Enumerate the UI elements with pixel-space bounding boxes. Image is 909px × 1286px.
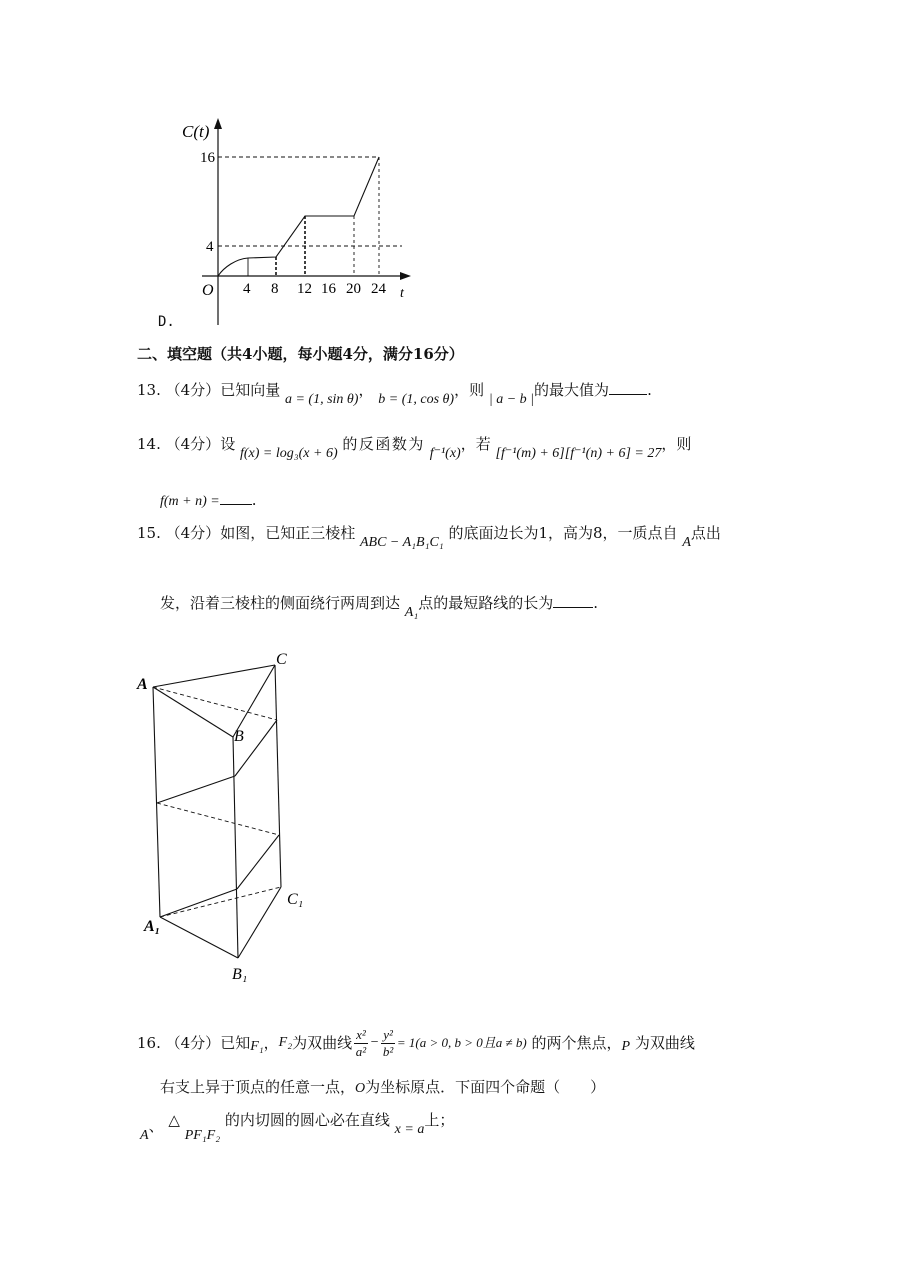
label-c1: C₁	[287, 891, 304, 908]
q16-point-p: P	[621, 1039, 631, 1054]
q13-points: （4分）	[165, 381, 221, 399]
x-tick-4: 4	[243, 281, 251, 297]
label-a: A	[137, 676, 148, 693]
q16-text3: 的两个焦点，	[531, 1034, 622, 1052]
y-axis-label: C(t)	[182, 122, 210, 141]
x-tick-8: 8	[271, 281, 279, 297]
label-b1: B₁	[232, 966, 248, 983]
q13-abs-expr: | a − b |	[488, 392, 535, 407]
question-16-line2	[160, 1077, 605, 1099]
q16-text4: 为双曲线	[634, 1034, 695, 1052]
question-15	[137, 523, 721, 550]
y-axis-arrow	[214, 118, 222, 129]
q13-number: 13.	[137, 381, 161, 399]
edge-b1c1	[238, 887, 281, 958]
q16-text1: 已知	[220, 1034, 251, 1052]
q16-text5: 右支上异于顶点的任意一点，	[160, 1078, 356, 1096]
q15-text2: 的底面边长为1，高为8，一质点自	[448, 524, 678, 542]
q14-number: 14.	[137, 435, 161, 453]
q14-text3: ，若	[460, 435, 491, 453]
x-axis-arrow	[400, 272, 411, 280]
edge-bc	[233, 665, 275, 737]
path-seg-6	[160, 889, 237, 917]
q14-function: f(x) = log₃(x + 6)	[239, 446, 338, 461]
q13-text: 已知向量	[220, 381, 281, 399]
label-c: C	[276, 651, 287, 668]
path-seg-5	[237, 835, 279, 889]
path-seg-3	[157, 776, 235, 803]
q16-option-a	[140, 1110, 455, 1143]
q16-rhs: = 1(a > 0, b > 0且a ≠ b)	[396, 1035, 527, 1050]
q14-answer-blank	[220, 490, 252, 505]
triangle-icon: △	[168, 1111, 180, 1129]
q16-opt-a-expr: PF₁F₂	[184, 1128, 221, 1143]
q16-f2: F₂	[278, 1035, 293, 1050]
q13-end: .	[647, 381, 652, 399]
edge-bb1	[233, 737, 238, 958]
label-b: B	[234, 728, 244, 745]
q16-fraction-x	[354, 1027, 368, 1060]
q15-points: （4分）	[165, 524, 221, 542]
q15-point-a1: A₁	[404, 605, 419, 620]
q16-frac1-num: x²	[356, 1026, 366, 1042]
origin-label: O	[202, 282, 214, 299]
q14-answer-expr: f(m + n) =	[160, 494, 220, 509]
q16-opt-a-text1: 的内切圆的圆心必在直线	[224, 1111, 390, 1129]
q16-fraction-y	[381, 1027, 395, 1060]
x-axis-label: t	[400, 286, 404, 301]
x-tick-12: 12	[297, 281, 312, 297]
q16-origin: O	[355, 1081, 366, 1096]
q16-text2: 为双曲线	[292, 1034, 353, 1052]
x-tick-20: 20	[346, 281, 361, 297]
piecewise-graph-d	[180, 115, 420, 335]
q15-text3: 点出	[690, 524, 721, 542]
q14-inverse: f⁻¹(x)	[429, 446, 461, 461]
path-seg-1-hidden	[153, 687, 277, 720]
q13-vector-b: b = (1, cos θ)	[378, 392, 455, 407]
q16-points: （4分）	[165, 1034, 221, 1052]
edge-ab	[153, 687, 233, 737]
q16-f1: F₁	[250, 1039, 264, 1054]
q16-number: 16.	[137, 1034, 161, 1052]
y-tick-4: 4	[206, 239, 214, 255]
label-a1: A₁	[144, 918, 161, 935]
q13-text2: 的最大值为	[534, 381, 610, 399]
section-heading: 二、填空题（共4小题，每小题4分，满分16分）	[137, 345, 464, 363]
q14-condition: [f⁻¹(m) + 6][f⁻¹(n) + 6] = 27	[495, 446, 662, 461]
question-14-answer-line	[160, 490, 257, 512]
q14-text2: 的反函数为	[342, 435, 425, 453]
q15-text1: 如图，已知正三棱柱	[220, 524, 356, 542]
edge-a1c1-hidden	[160, 887, 281, 917]
q13-sep: ，	[358, 381, 374, 399]
x-tick-16: 16	[321, 281, 336, 297]
q14-text1: 设	[220, 435, 236, 453]
q16-frac2-num: y²	[383, 1026, 393, 1042]
q15-text5: 点的最短路线的长为	[418, 594, 554, 612]
q16-opt-a-line: x = a	[394, 1122, 425, 1137]
q15-answer-blank	[553, 593, 593, 608]
q13-vector-a: a = (1, sin θ)	[284, 392, 359, 407]
option-d-label: D.	[158, 314, 175, 330]
q13-sep2: ，则	[454, 381, 485, 399]
q16-opt-a-sep: 、	[148, 1117, 164, 1135]
question-13	[137, 380, 652, 407]
q14-end: .	[251, 491, 257, 509]
x-tick-24: 24	[371, 281, 386, 297]
q16-frac1-den: a²	[355, 1043, 367, 1059]
q14-points: （4分）	[165, 435, 221, 453]
q16-opt-a-label: A	[140, 1128, 149, 1143]
q15-end: .	[593, 594, 599, 612]
q16-minus: −	[369, 1035, 380, 1050]
q16-frac2-den: b²	[382, 1043, 394, 1059]
q15-prism-expr: ABC − A₁B₁C₁	[359, 535, 444, 550]
q13-answer-blank	[609, 380, 647, 395]
q15-number: 15.	[137, 524, 161, 542]
q14-text4: ，则	[661, 435, 692, 453]
y-tick-16: 16	[200, 150, 215, 166]
question-14	[137, 434, 692, 461]
question-15-line2	[160, 593, 599, 620]
edge-cc1	[275, 665, 281, 887]
q15-text4: 发，沿着三棱柱的侧面绕行两周到达	[160, 594, 401, 612]
q15-point-a: A	[682, 535, 691, 550]
path-seg-4-hidden	[157, 803, 279, 835]
q16-text6: 为坐标原点．下面四个命题（ ）	[365, 1078, 606, 1096]
question-16	[137, 1023, 695, 1063]
edge-ac	[153, 665, 275, 687]
q16-opt-a-text2: 上；	[424, 1111, 455, 1129]
q16-sep1: ，	[263, 1034, 279, 1052]
edge-a1b1	[160, 917, 238, 958]
graph-curve	[218, 157, 379, 276]
prism-figure	[130, 645, 320, 990]
